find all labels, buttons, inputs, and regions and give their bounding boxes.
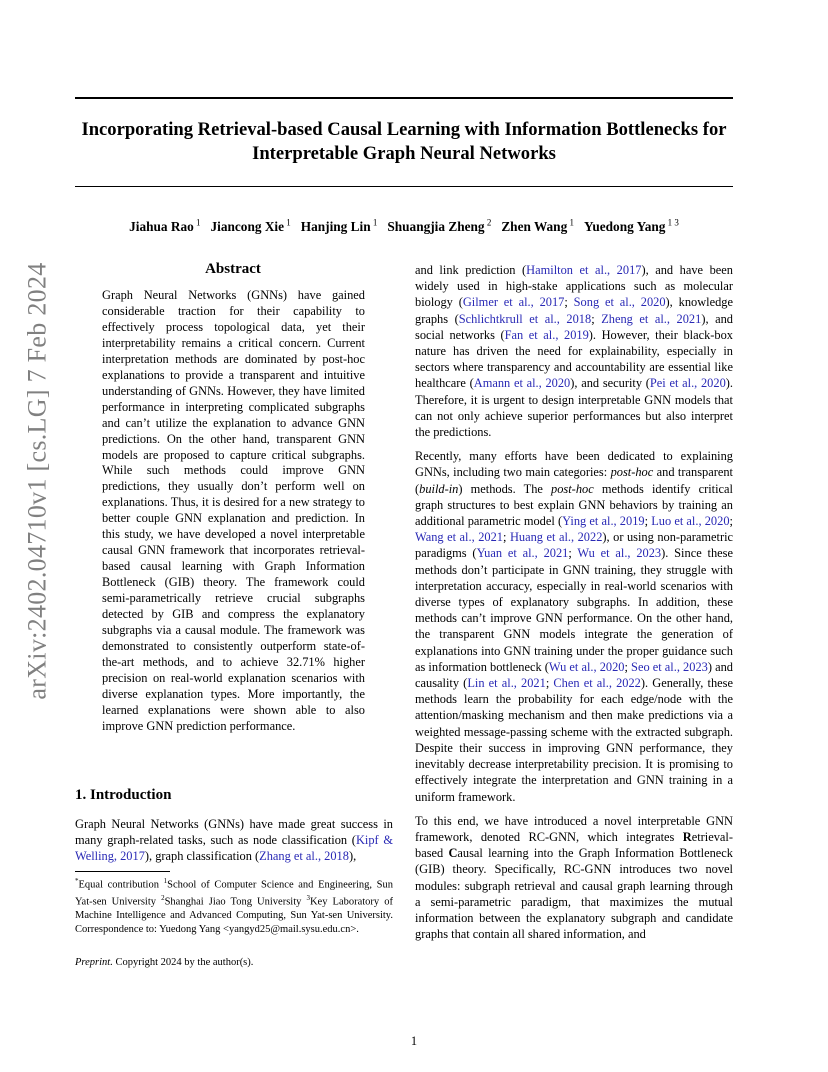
- citation-link[interactable]: Song et al., 2020: [573, 295, 666, 310]
- body-text: methods identify critical graph structures to best explain GNN behaviors by training an additional parametric model (: [415, 481, 734, 529]
- footnote-rule: [75, 871, 170, 872]
- body-paragraph: [415, 448, 733, 804]
- body-text: ), and social networks (: [415, 311, 733, 342]
- author-affiliation-mark: 1: [567, 218, 574, 228]
- footnote-aff1: School of Computer Science and Engineering, Sun Yat-sen University: [75, 879, 394, 908]
- body-text: ;: [503, 530, 510, 545]
- body-text: ausal learning into the Graph Information Bottleneck (GIB) theory. Specifically, RC-GNN introduces two novel modules: subgraph retrieval and causal graph learning through a semi-parametric paradigm, that maximizes the mutual information between the explanatory subgraph and candidate graphs that contain all shared information, and: [415, 846, 733, 942]
- body-text: ;: [644, 514, 652, 529]
- citation-link[interactable]: Gilmer et al., 2017: [462, 295, 565, 310]
- body-text: ;: [564, 295, 574, 310]
- emphasis-text: post-hoc: [610, 465, 654, 480]
- citation-link[interactable]: Zheng et al., 2021: [601, 311, 702, 326]
- emphasis-text: build-in: [419, 481, 459, 496]
- preprint-copyright: Copyright 2024 by the author(s).: [112, 957, 254, 968]
- body-text: ) methods. The: [458, 481, 552, 496]
- citation-link[interactable]: Yuan et al., 2021: [476, 546, 569, 561]
- body-text: ). Therefore, it is urgent to design interpretable GNN models that can not only achieve superior performances but also interpret the predictions.: [415, 376, 733, 440]
- author-affiliation-mark: 1: [284, 218, 291, 228]
- citation-link[interactable]: Amann et al., 2020: [473, 376, 571, 391]
- body-text: ), or using non-parametric paradigms (: [415, 530, 734, 561]
- body-paragraph: [415, 262, 733, 440]
- body-paragraph: [415, 813, 733, 943]
- author-affiliation-mark: 1: [370, 218, 378, 228]
- bold-letter: C: [448, 846, 458, 861]
- citation-link[interactable]: Luo et al., 2020: [651, 514, 730, 529]
- right-column: [415, 262, 733, 950]
- arxiv-stamp: [18, 262, 58, 700]
- citation-link[interactable]: Wu et al., 2020: [548, 659, 625, 674]
- intro-paragraph: [75, 816, 393, 864]
- citation-link[interactable]: Zhang et al., 2018: [259, 849, 349, 863]
- body-text: To this end, we have introduced a novel interpretable GNN framework, denoted RC-GNN, which integrates: [415, 813, 733, 844]
- page-number: 1: [410, 1034, 418, 1048]
- title-rule-top: [75, 97, 733, 99]
- body-text: ), and have been widely used in high-stake applications such as molecular biology (: [415, 263, 733, 310]
- author-affiliation-mark: 1: [193, 218, 201, 228]
- citation-link[interactable]: Wu et al., 2023: [577, 546, 662, 561]
- body-text: Graph Neural Networks (GNNs) have made great success in many graph-related tasks, such as node classification (: [75, 817, 393, 847]
- body-text: ), graph classification (: [144, 849, 260, 863]
- citation-link[interactable]: Seo et al., 2023: [631, 659, 708, 674]
- body-text: ;: [624, 659, 632, 674]
- body-text: ). Generally, these methods learn the probability for each edge/node with the attention/masking mechanism and then make predictions via a weighted message-passing scheme with the extracted subgraph. Despite their success in improving GNN performance, they inevitably decrease interpretability precision. It is promising to effectively integrate the interpretation and GNN training in a uniform framework.: [415, 676, 733, 804]
- bold-letter: R: [682, 829, 692, 844]
- author-affiliation-mark: 1 3: [665, 218, 679, 228]
- abstract-text: Graph Neural Networks (GNNs) have gained considerable traction for their capability to effectively process topological data, yet their interpretability remains a critical concern. Current interpretation methods are dominated by post-hoc explanations to provide a transparent and intuitive understanding of GNNs. However, they have limited performance in interpreting complicated subgraphs and can’t utilize the explanation to advance GNN predictions. On the other hand, transparent GNN models are proposed to capture critical subgraphs. While such methods could improve GNN predictions, they usually don’t perform well on explanations. Thus, it is desired for a new strategy to better couple GNN explanation and prediction. In this study, we have developed a novel interpretable causal GNN framework that incorporates retrieval-based causal learning with Graph Information Bottleneck (GIB) theory. The framework could semi-parametrically retrieve crucial subgraphs detected by GIB and compress the explanatory subgraphs via a causal module. The framework was demonstrated to consistently outperform state-of-the-art methods, and to achieve 32.71% higher precision on real-world explanation scenarios with diverse explanation types. More importantly, the learned explanations were shown able to also improve GNN prediction performance.: [102, 288, 365, 733]
- paper-title: Incorporating Retrieval-based Causal Learning with Information Bottlenecks for Interpretable Graph Neural Networks: [81, 119, 727, 164]
- footnote-aff2: Shanghai Jiao Tong University: [164, 896, 302, 908]
- citation-link[interactable]: Huang et al., 2022: [509, 530, 603, 545]
- body-text: ;: [545, 676, 554, 691]
- author-name: Jiancong Xie $^1$: [210, 218, 291, 235]
- body-text: etrieval-based: [415, 829, 733, 861]
- emphasis-text: post-hoc: [551, 481, 594, 496]
- body-text: ), knowledge graphs (: [415, 295, 733, 326]
- footnote: [75, 875, 393, 936]
- citation-link[interactable]: Schlichtkrull et al., 2018: [458, 311, 592, 326]
- body-text: Recently, many efforts have been dedicated to explaining GNNs, including two main categories:: [415, 449, 733, 480]
- author-name: Zhen Wang $^1$: [501, 218, 574, 235]
- body-text: and link prediction (: [415, 263, 527, 277]
- citation-link[interactable]: Wang et al., 2021: [415, 530, 503, 545]
- citation-link[interactable]: Pei et al., 2020: [649, 376, 726, 391]
- preprint-notice: [75, 957, 253, 968]
- arxiv-id: arXiv:2402.04710v1 [cs.LG] 7 Feb 2024: [23, 262, 52, 700]
- body-text: ;: [568, 546, 578, 561]
- body-text: ;: [591, 311, 602, 326]
- body-text: ). Since these methods don’t participate in GNN training, they struggle with interpretation accuracy, especially in real-world scenarios with diverse types of explanatory subgraphs. In addition, these methods can’t improve GNN performance. On the other hand, the transparent GNN models integrate the generation of explanations into GNN training under the proper guidance such as information bottleneck (: [415, 546, 733, 674]
- citation-link[interactable]: Fan et al., 2019: [504, 327, 589, 342]
- author-name: Jiahua Rao $^1$: [129, 218, 201, 235]
- body-text: and transparent (: [415, 465, 733, 496]
- preprint-label: Preprint.: [75, 957, 113, 968]
- footnote-equal: Equal contribution: [78, 879, 159, 891]
- footnote-mark: 3: [306, 894, 310, 902]
- citation-link[interactable]: Kipf & Welling, 2017: [75, 833, 393, 863]
- footnote-aff3: Key Laboratory of Machine Intelligence and Advanced Computing, Sun Yat-sen University. Correspondence to: Yuedong Yang <yangyd25@mail.sysu.edu.cn>.: [75, 896, 394, 935]
- body-text: ) and causality (: [415, 659, 733, 691]
- body-text: ),: [348, 849, 357, 863]
- author-list: [75, 214, 733, 236]
- author-name: Shuangjia Zheng $^2$: [387, 218, 492, 235]
- citation-link[interactable]: Ying et al., 2019: [562, 514, 645, 529]
- footnote-mark: 1: [163, 877, 168, 885]
- body-text: ), and security (: [570, 376, 650, 391]
- title-rule-bottom: [75, 186, 733, 187]
- body-text: ;: [729, 514, 733, 529]
- footnote-mark: *: [75, 877, 79, 885]
- citation-link[interactable]: Chen et al., 2022: [553, 676, 641, 691]
- abstract-heading: Abstract: [205, 261, 261, 277]
- section-heading-introduction: 1. Introduction: [75, 787, 172, 803]
- body-text: ). However, their black-box nature has driven the need for explainability, especially in sectors where transparency and accountability are essential like healthcare (: [415, 327, 733, 391]
- citation-link[interactable]: Hamilton et al., 2017: [526, 263, 642, 277]
- citation-link[interactable]: Lin et al., 2021: [467, 676, 546, 691]
- author-affiliation-mark: 2: [484, 218, 492, 228]
- footnote-mark: 2: [161, 894, 165, 902]
- author-name: Yuedong Yang $^{1 3}$: [583, 218, 679, 235]
- author-name: Hanjing Lin $^1$: [300, 218, 378, 235]
